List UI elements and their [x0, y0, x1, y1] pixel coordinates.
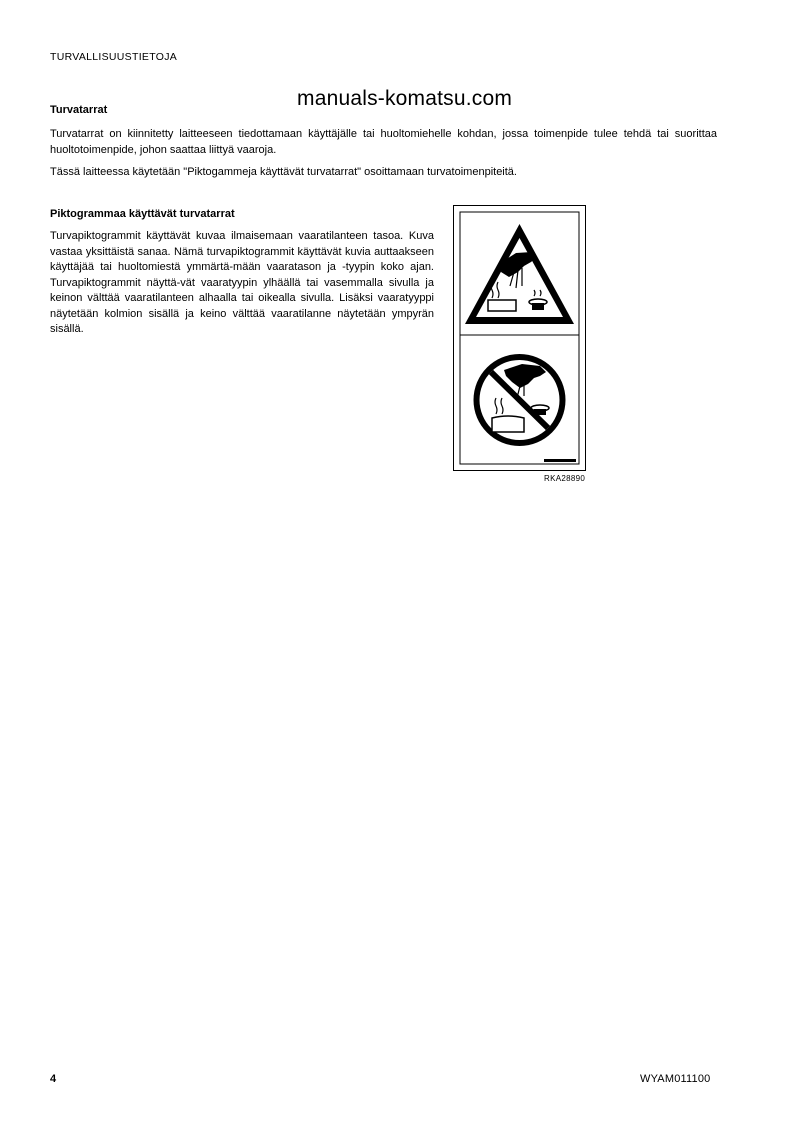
label-part-number-strip: [544, 459, 576, 462]
hot-surface-warning-triangle-icon: [465, 224, 574, 324]
page-number: 4: [50, 1073, 57, 1085]
watermark: manuals-komatsu.com: [297, 87, 513, 110]
section-title-safety-labels: Turvatarrat: [50, 104, 108, 116]
paragraph-safety-labels-intro: Turvatarrat on kiinnitetty laitteeseen tiedottamaan käyttäjälle tai huoltomiehelle kohdan, jossa toimenpide tulee tehdä tai suorittaa huoltotoimenpide, johon saattaa liittyä vaaroja.: [50, 128, 717, 156]
safety-label-figure: [453, 205, 586, 471]
paragraph-pictogram-labels: Turvapiktogrammit käyttävät kuvaa ilmaisemaan vaaratilanteen tasoa. Kuva vastaa yksittäistä sanaa. Nämä turvapiktogrammit käyttävät kuvia auttaakseen käyttäjää tai huoltomiestä ymmärtä-mään vaaratason ja -tyypin koko ajan. Turvapiktogrammit näyttä-vät vaaratyypin ylhäällä tai vasemmalla sivulla ja keinon välttää vaaratilanteen alhaalla tai oikealla sivulla. Lisäksi vaaratyyppi näytetään kolmion sisällä ja keino välttää vaaratilanne näytetään ympyrän sisällä.: [50, 230, 434, 335]
document-code: WYAM011100: [640, 1073, 711, 1085]
paragraph-safety-labels-usage: Tässä laitteessa käytetään "Piktogammeja käyttävät turvatarrat" osoittamaan turvatoimenpiteitä.: [50, 166, 517, 178]
section-title-pictogram-labels: Piktogrammaa käyttävät turvatarrat: [50, 208, 235, 220]
running-header: TURVALLISUUSTIETOJA: [50, 51, 178, 63]
safety-label-pictograms: [454, 206, 585, 470]
do-not-touch-prohibition-icon: [474, 354, 566, 446]
figure-code: RKA28890: [544, 474, 586, 483]
